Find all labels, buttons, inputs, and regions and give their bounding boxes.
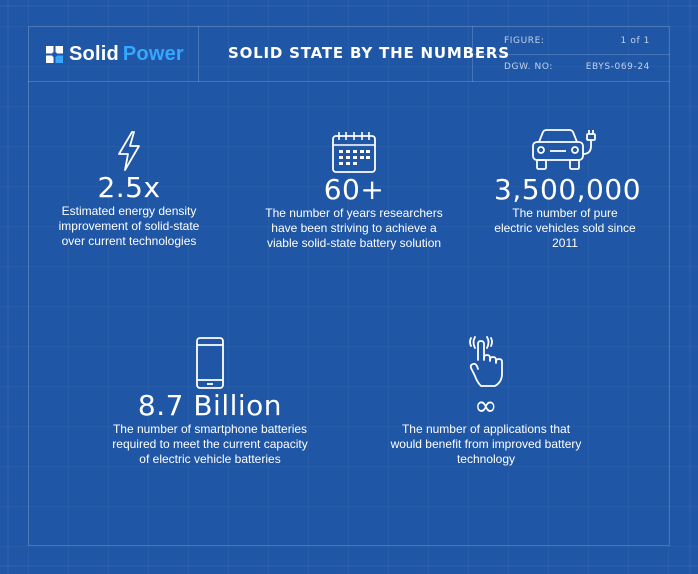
calendar-icon bbox=[331, 130, 377, 174]
figure-value: 1 of 1 bbox=[620, 36, 650, 46]
stat-research-years bbox=[256, 130, 452, 251]
page-title: SOLID STATE BY THE NUMBERS bbox=[228, 44, 510, 62]
title-block-divider bbox=[472, 54, 670, 55]
stat-smartphone-batteries bbox=[112, 336, 308, 467]
stat-value: 3,500,000 bbox=[494, 173, 642, 206]
solid-power-logo bbox=[46, 42, 184, 66]
stat-description: The number of pure electric vehicles sold since 2011 bbox=[494, 206, 636, 250]
stat-description: Estimated energy density improvement of solid-state over current technologies bbox=[58, 204, 200, 248]
drawing-number-label: DGW. NO: bbox=[504, 62, 553, 72]
brand-name-first: Solid bbox=[69, 42, 119, 65]
stat-applications bbox=[386, 336, 586, 467]
touch-hand-icon bbox=[465, 336, 507, 390]
stat-value: ∞ bbox=[474, 389, 498, 422]
stat-value: 2.5x bbox=[97, 171, 161, 204]
stat-energy-density bbox=[58, 130, 200, 249]
brand-name-second: Power bbox=[122, 42, 184, 65]
stat-description: The number of applications that would benefit from improved battery technology bbox=[390, 422, 582, 466]
figure-label: FIGURE: bbox=[504, 36, 545, 46]
stat-description: The number of years researchers have been striving to achieve a viable solid-state battery solution bbox=[265, 206, 443, 250]
title-block bbox=[28, 26, 670, 82]
stat-description: The number of smartphone batteries required to meet the current capacity of electric vehicle batteries bbox=[112, 422, 308, 466]
drawing-frame bbox=[28, 26, 670, 546]
drawing-number-value: EBYS-069-24 bbox=[585, 62, 650, 72]
lightning-bolt-icon bbox=[115, 130, 143, 172]
title-block-divider bbox=[198, 26, 199, 82]
smartphone-icon bbox=[194, 336, 226, 390]
stat-value: 8.7 Billion bbox=[137, 389, 283, 422]
logo-mark-icon bbox=[46, 46, 63, 63]
stat-value: 60+ bbox=[323, 173, 385, 206]
electric-car-icon bbox=[529, 128, 601, 174]
stat-ev-sales bbox=[494, 128, 642, 251]
